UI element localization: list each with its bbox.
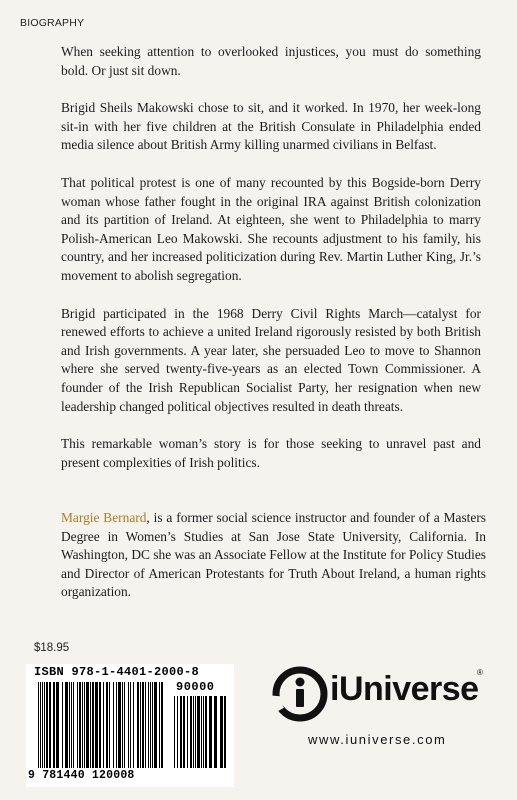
barcode-bar [201,696,202,768]
barcode-bar [124,682,125,768]
author-name: Margie Bernard [61,510,147,525]
author-bio [61,509,486,602]
barcode-bar [42,682,43,768]
barcode-bar [174,696,175,768]
barcode-bar [109,682,110,768]
ean-barcode-bars [38,682,163,768]
barcode-bar [205,696,207,768]
barcode-bar [106,682,108,768]
barcode-bar [224,696,226,768]
barcode-bar [103,682,104,768]
barcode-block [26,664,234,787]
isbn-label: ISBN 978-1-4401-2000-8 [34,665,200,679]
barcode-bar [130,682,131,768]
barcode-bar [187,696,188,768]
barcode-bar [44,682,45,768]
barcode-bar [99,682,101,768]
barcode-bar [40,682,41,768]
barcode-bar [193,696,194,768]
barcode-bar [145,682,146,768]
barcode-bar [49,682,51,768]
barcode-bar [159,682,160,768]
barcode-bar [128,682,129,768]
blurb-paragraph-5: This remarkable woman’s story is for those seeking to unravel past and present complexities of Irish politics. [61,436,481,470]
barcode-bar [140,682,141,768]
barcode-bar [46,682,48,768]
barcode-bar [71,682,72,768]
barcode-bar [209,696,212,768]
barcode-bar [195,696,196,768]
iuniverse-logo-icon [272,666,332,726]
barcode-bar [161,682,163,768]
barcode-bar [220,696,223,768]
category-label: BIOGRAPHY [20,17,85,29]
barcode-bar [86,682,89,768]
barcode-bar [197,696,200,768]
addon-barcode-bars [174,696,226,768]
barcode-bar [62,682,63,768]
blurb-paragraph-2: Brigid Sheils Makowski chose to sit, and it worked. In 1970, her week-long sit-in with her five children at the British Consulate in Philadelphia ended media silence about British Army killing unarmed civilians in Belfast. [61,100,481,153]
price-label: $18.95 [34,642,70,654]
barcode-bar [84,682,85,768]
blurb-paragraph-4: Brigid participated in the 1968 Derry Civil Rights March—catalyst for renewed efforts to achieve a united Ireland rigorously resisted by both British and Irish governments. A year later, she persuaded Leo to move to Shannon where she served twenty-five-years as an elected Town Commissioner. A founder of the Irish Republican Socialist Party, her resignation when new leadership changed political objectives resulted in death threats. [61,305,481,414]
price-code-digits: 90000 [176,680,215,694]
barcode-bar [137,682,139,768]
barcode-bar [82,682,83,768]
barcode-bar [142,682,144,768]
blurb-paragraph-1: When seeking attention to overlooked injustices, you must do something bold. Or just sit down. [61,44,481,78]
barcode-bar [152,682,153,768]
barcode-bar [56,682,59,768]
barcode-bar [79,682,81,768]
registered-mark: ® [477,668,483,677]
barcode-bar [150,682,151,768]
barcode-bar [113,682,114,768]
barcode-bar [214,696,217,768]
barcode-bar [133,682,134,768]
barcode-bar [154,682,157,768]
barcode-bar [38,682,39,768]
barcode-bar [65,682,68,768]
publisher-logo-text: iUniverse [330,670,479,708]
barcode-bar [116,682,117,768]
blurb-paragraph-3: That political protest is one of many recounted by this Bogside-born Derry woman whose father fought in the original IRA against British colonization and its partition of Ireland. At eighteen, she went to Philadelphia to marry Polish-American Leo Makowski. She recounts adjustment to his family, his country, and her increased politicization during Rev. Martin Luther King, Jr.’s movement to abolish segregation. [61,174,481,283]
barcode-bar [148,682,149,768]
barcode-bar [190,696,192,768]
barcode-bar [92,682,94,768]
barcode-bar [183,696,185,768]
barcode-bar [73,682,74,768]
barcode-bar [122,682,123,768]
barcode-bar [203,696,204,768]
ean-digits: 9 781440 120008 [28,769,135,782]
author-bio-text: , is a former social science instructor and founder of a Masters Degree in Women’s Studies at San Jose State University, California. In Washington, DC she was an Associate Fellow at the Institute for Policy Studies and Director of American Protestants for Truth About Ireland, a human rights organization. [61,510,486,600]
barcode-bar [77,682,78,768]
barcode-bar [95,682,98,768]
barcode-bar [90,682,91,768]
barcode-bar [118,682,121,768]
barcode-bar [177,696,178,768]
barcode-bar [69,682,70,768]
publisher-website: www.iuniverse.com [308,732,447,747]
back-cover-blurb [61,43,481,491]
barcode-bar [180,696,182,768]
barcode-bar [53,682,55,768]
